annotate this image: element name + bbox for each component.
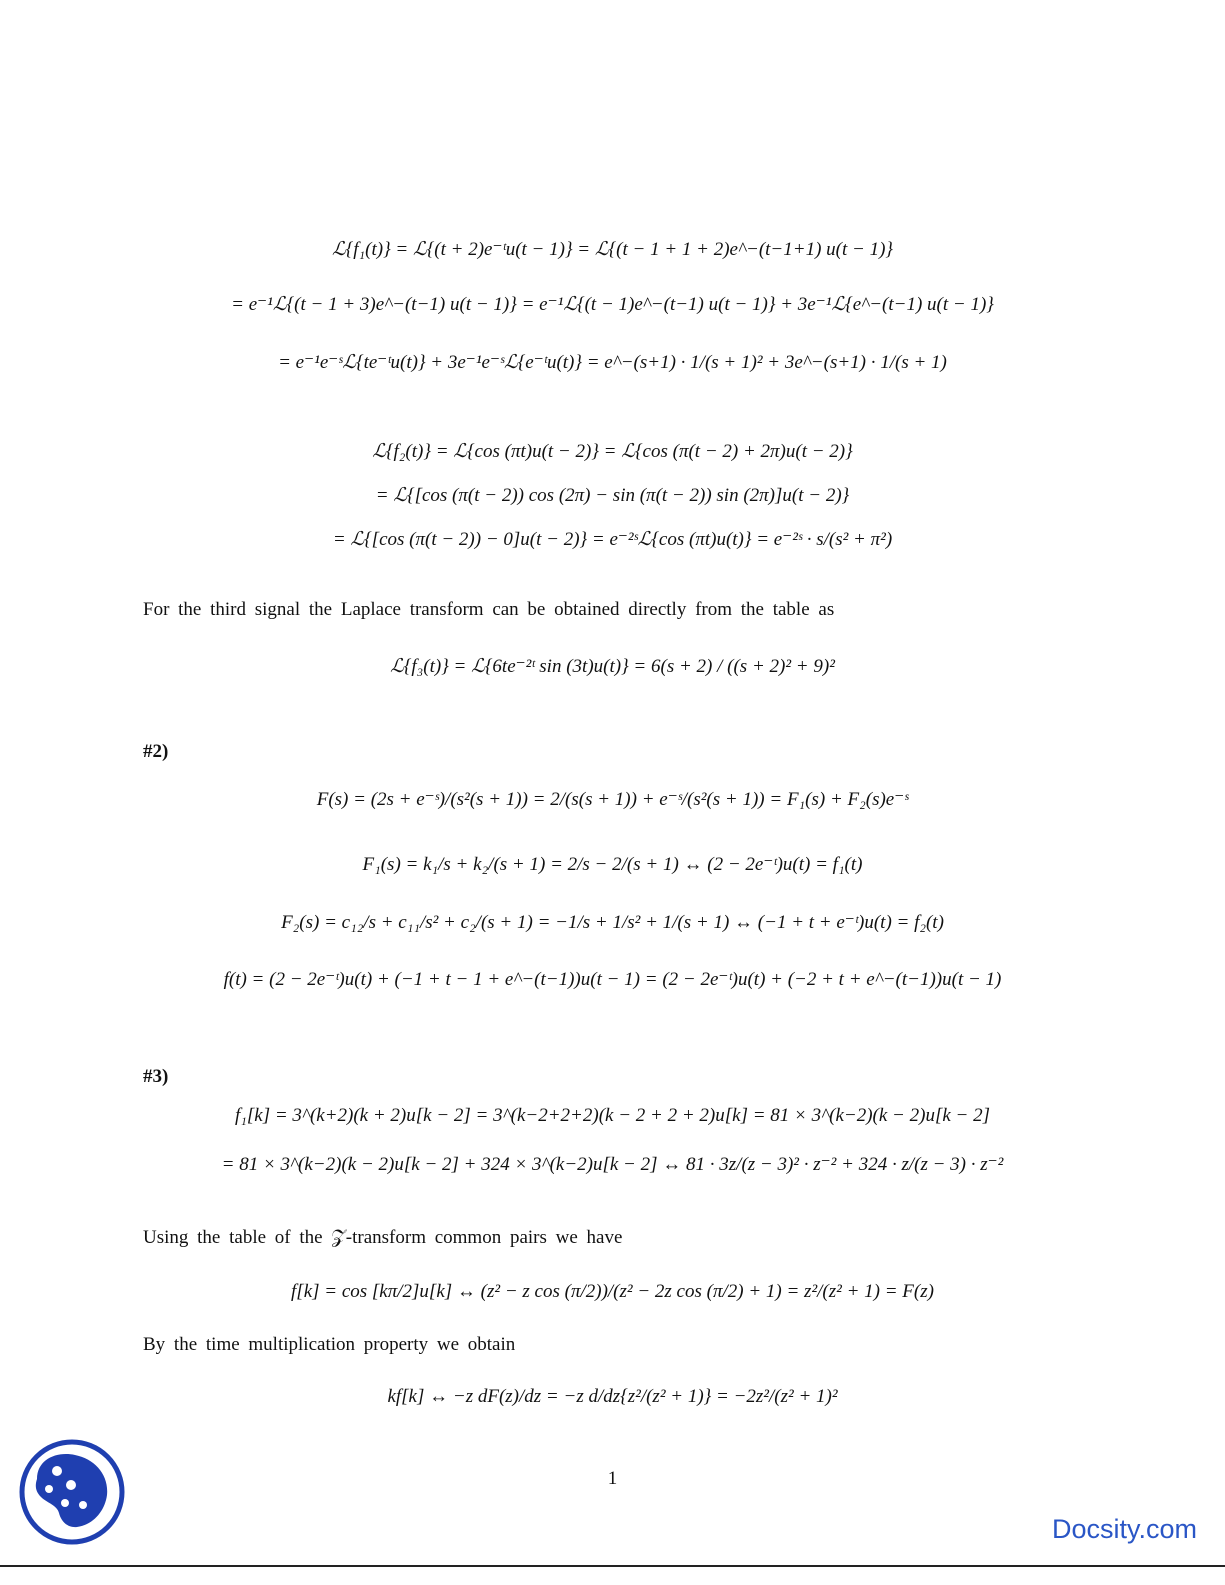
equation-f1-line1: ℒ{f₁(t)} = ℒ{(t + 2)e⁻ᵗu(t − 1)} = ℒ{(t − 1 + 1 + 2)e^−(t−1+1) u(t − 1)} (331, 239, 893, 260)
docsity-logo-icon (17, 1437, 127, 1547)
equation-f1-line2: = e⁻¹ℒ{(t − 1 + 3)e^−(t−1) u(t − 1)} = e⁻¹ℒ{(t − 1)e^−(t−1) u(t − 1)} + 3e⁻¹ℒ{e^−(t−1) u(t − 1)} (231, 294, 994, 315)
section-heading-2: #2) (143, 741, 169, 762)
equation-f3: ℒ{f₃(t)} = ℒ{6te⁻²ᵗ sin (3t)u(t)} = 6(s + 2) / ((s + 2)² + 9)² (390, 656, 835, 677)
equation-f1-k-line1: f₁[k] = 3^(k+2)(k + 2)u[k − 2] = 3^(k−2+2+2)(k − 2 + 2 + 2)u[k] = 81 × 3^(k−2)(k − 2)u[k − 2] (235, 1105, 990, 1126)
equation-f-of-t: f(t) = (2 − 2e⁻ᵗ)u(t) + (−1 + t − 1 + e^−(t−1))u(t − 1) = (2 − 2e⁻ᵗ)u(t) + (−2 + t + e^−(t−1))u(t − 1) (223, 969, 1002, 990)
footer-rule (0, 1565, 1225, 1567)
equation-f1-line3: = e⁻¹e⁻ˢℒ{te⁻ᵗu(t)} + 3e⁻¹e⁻ˢℒ{e⁻ᵗu(t)} = e^−(s+1) · 1/(s + 1)² + 3e^−(s+1) · 1/(s + 1) (278, 352, 947, 373)
paragraph-time-multiplication: By the time multiplication property we obtain (143, 1334, 516, 1355)
equation-f2-line1: ℒ{f₂(t)} = ℒ{cos (πt)u(t − 2)} = ℒ{cos (π(t − 2) + 2π)u(t − 2)} (372, 441, 853, 462)
section-heading-3: #3) (143, 1066, 169, 1087)
equation-F-of-s: F(s) = (2s + e⁻ˢ)/(s²(s + 1)) = 2/(s(s + 1)) + e⁻ˢ/(s²(s + 1)) = F₁(s) + F₂(s)e⁻ˢ (316, 789, 909, 810)
equation-f2-line2: = ℒ{[cos (π(t − 2)) cos (2π) − sin (π(t − 2)) sin (2π)]u(t − 2)} (375, 485, 850, 506)
equation-kf: kf[k] ↔ −z dF(z)/dz = −z d/dz{z²/(z² + 1)} = −2z²/(z² + 1)² (387, 1386, 838, 1407)
equation-F2: F₂(s) = c₁₂/s + c₁₁/s² + c₂/(s + 1) = −1/s + 1/s² + 1/(s + 1) ↔ (−1 + t + e⁻ᵗ)u(t) = f₂(t) (281, 912, 944, 933)
equation-f2-line3: = ℒ{[cos (π(t − 2)) − 0]u(t − 2)} = e⁻²ˢℒ{cos (πt)u(t)} = e⁻²ˢ · s/(s² + π²) (332, 529, 893, 550)
paragraph-z-table: Using the table of the 𝒵-transform common pairs we have (143, 1227, 623, 1248)
equation-f1-k-line2: = 81 × 3^(k−2)(k − 2)u[k − 2] + 324 × 3^(k−2)u[k − 2] ↔ 81 · 3z/(z − 3)² · z⁻² + 324 · z/(z − 3) · z⁻² (221, 1154, 1004, 1175)
paragraph-third-signal: For the third signal the Laplace transform can be obtained directly from the table as (143, 599, 835, 620)
equation-cos-transform: f[k] = cos [kπ/2]u[k] ↔ (z² − z cos (π/2))/(z² − 2z cos (π/2) + 1) = z²/(z² + 1) = F(z) (291, 1281, 934, 1302)
page-number: 1 (607, 1468, 618, 1489)
docsity-brand-link[interactable]: Docsity.com (1051, 1514, 1197, 1544)
equation-F1: F₁(s) = k₁/s + k₂/(s + 1) = 2/s − 2/(s + 1) ↔ (2 − 2e⁻ᵗ)u(t) = f₁(t) (362, 854, 863, 875)
